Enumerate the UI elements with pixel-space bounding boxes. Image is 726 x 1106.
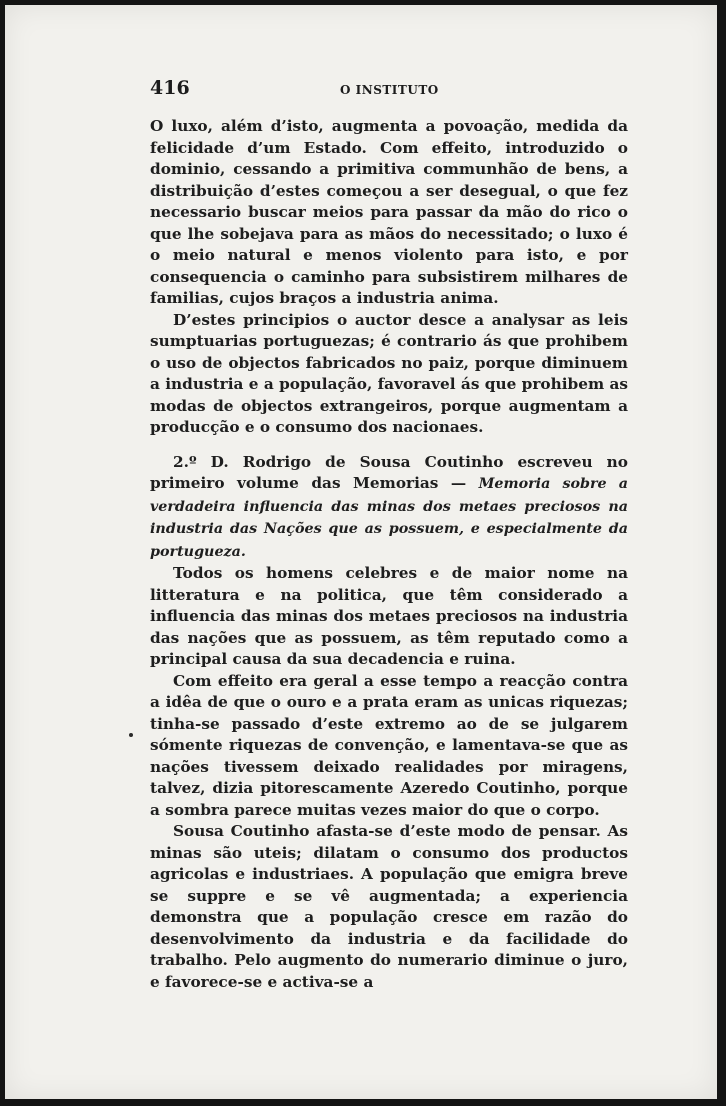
body-text [150, 116, 628, 993]
memoria-title: Memoria sobre a verdadeira influencia das minas dos metaes preciosos na industria das Nações que as possuem, e especialmente da portugueza. [150, 476, 628, 560]
paragraph-memoria-citation [150, 452, 628, 564]
margin-mark [129, 733, 133, 737]
journal-title: O INSTITUTO [340, 83, 439, 97]
paragraph-famous-men: Todos os homens celebres e de maior nome na litteratura e na politica, que têm considerado a influencia das minas dos metaes preciosos na industria das nações que as possuem, as têm reputado como a principal causa da sua decadencia e ruina. [150, 564, 628, 668]
page-number: 416 [150, 77, 190, 99]
paragraph-reaction: Com effeito era geral a esse tempo a reacção contra a idêa de que o ouro e a prata eram as unicas riquezas; tinha-se passado d’este extremo ao de se julgarem sómente riquezas de convenção, e lamentava-se que as nações tivessem deixado realidades por miragens, talvez, dizia pitorescamente Azeredo Coutinho, porque a sombra parece muitas vezes maior do que o corpo. [150, 671, 628, 819]
paragraph-sumptuary-laws: D’estes principios o auctor desce a analysar as leis sumptuarias portuguezas; é contrario ás que prohibem o uso de objectos fabricados no paiz, porque diminuem a industria e a população, favoravel ás que prohibem as modas de objectos extrangeiros, porque augmentam a producção e o consumo dos nacionaes. [150, 310, 628, 436]
paragraph-luxury-population: O luxo, além d’isto, augmenta a povoação, medida da felicidade d’um Estado. Com effeito, introduzido o dominio, cessando a primitiva communhão de bens, a distribuição d’estes começou a ser desegual, o que fez necessario buscar meios para passar da mão do rico o que lhe sobejava para as mãos do necessitado; o luxo é o meio natural e menos violento para isto, e por consequencia o caminho para subsistirem milhares de familias, cujos braços a industria anima. [150, 117, 628, 307]
running-header [150, 77, 626, 101]
paragraph-mines-useful: Sousa Coutinho afasta-se d’este modo de pensar. As minas são uteis; dilatam o consumo dos productos agricolas e industriaes. A população que emigra breve se suppre e se vê augmentada; a experiencia demonstra que a população cresce em razão do desenvolvimento da industria e da facilidade do trabalho. Pelo augmento do numerario diminue o juro, e favorece-se e activa-se a [150, 822, 628, 991]
citation-intro: 2.º D. Rodrigo de Sousa Coutinho escreveu no primeiro volume das Memorias — [150, 452, 628, 492]
